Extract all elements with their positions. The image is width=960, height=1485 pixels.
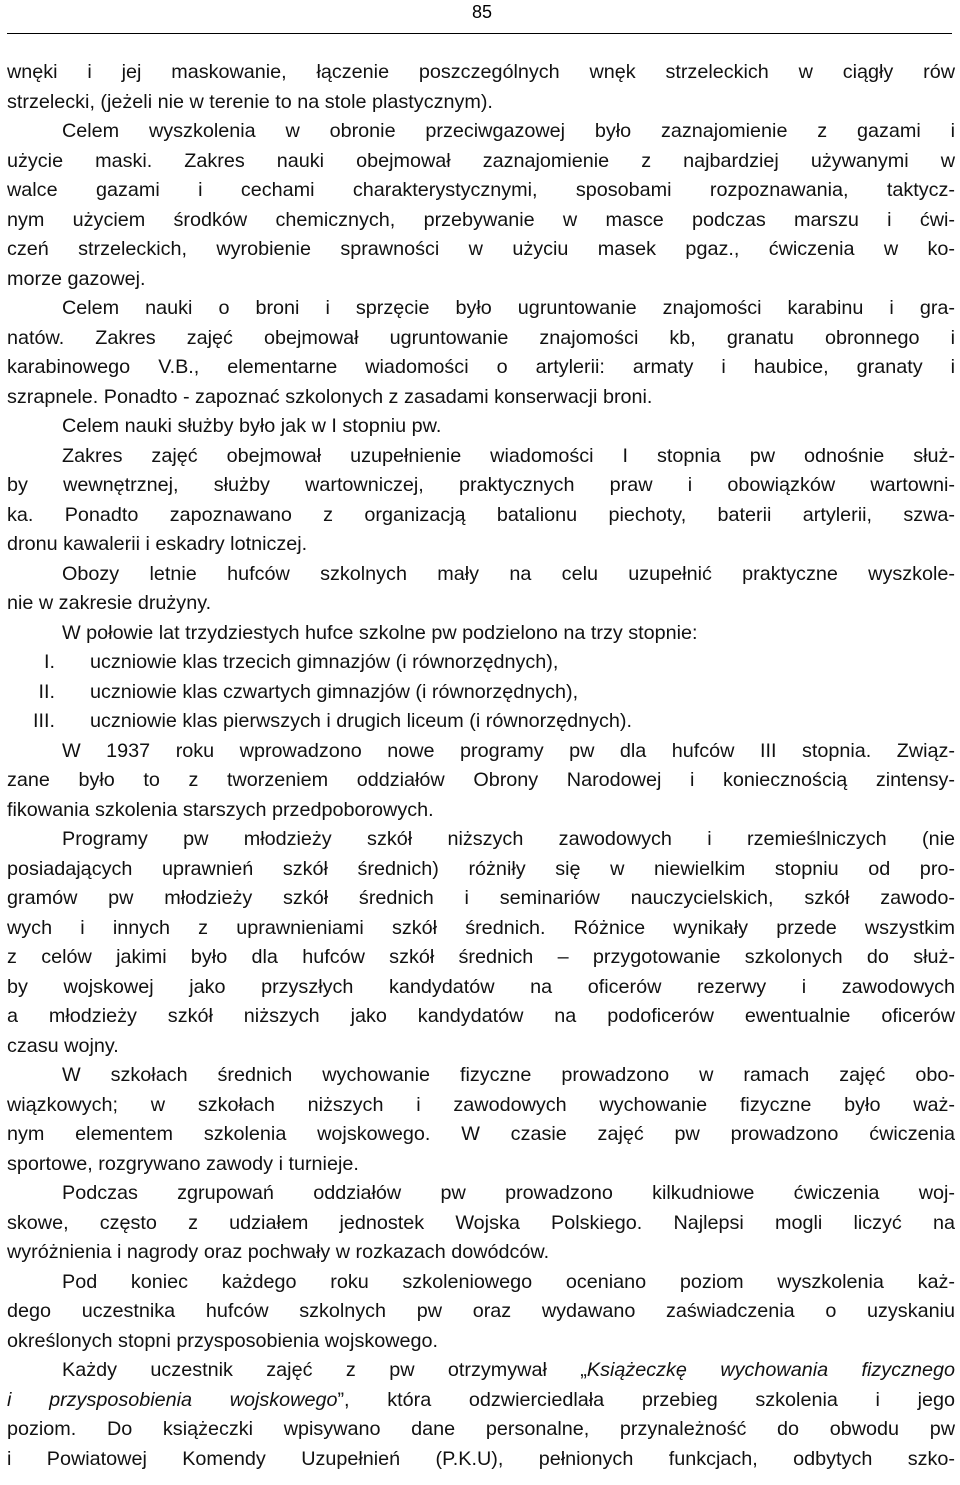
text-line: zane było to z tworzeniem oddziałów Obrony Narodowej i koniecznością zintensy- [7,769,955,791]
text-line [7,1356,955,1386]
text-line: nym użyciem środków chemicznych, przebywanie w masce podczas marszu i ćwi- [7,208,955,231]
list-item-number: II. [38,680,55,703]
header-rule [7,33,952,34]
list-item-text: uczniowie klas pierwszych i drugich liceum (i równorzędnych). [90,710,632,732]
book-title-fragment: Książeczkę wychowania fizycznego [586,1359,955,1381]
text-line: szrapnele. Ponadto - zapoznać szkolonych z zasadami konserwacji broni. [7,385,653,408]
text-line: fikowania szkolenia starszych przedpoborowych. [7,798,434,821]
text-line: dronu kawalerii i eskadry lotniczej. [7,533,308,555]
text-line: Celem wyszkolenia w obronie przeciwgazowej było zaznajomienie z gazami i [62,120,955,142]
page-number: 85 [471,2,492,22]
text-line: by wojskowej jako przyszłych kandydatów na oficerów rezerwy i zawodowych [7,975,955,998]
text-line: skowe, często z udziałem jednostek Wojska Polskiego. Najlepsi mogli liczyć na [7,1211,955,1234]
text-line: morze gazowej. [7,267,146,290]
text-line: czeń strzeleckich, wyrobienie sprawności w użyciu masek pgaz., ćwiczenia w ko- [7,238,955,260]
text-line: a młodzieży szkół niższych jako kandydatów na podoficerów ewentualnie oficerów [7,1005,955,1027]
text-line: sportowe, rozgrywano zawody i turnieje. [7,1152,359,1175]
page-body [7,58,955,1474]
text-line: posiadających uprawnień szkół średnich) różniły się w niewielkim stopniu od pro- [7,857,955,880]
text-line: karabinowego V.B., elementarne wiadomości o artylerii: armaty i haubice, granaty i [7,356,955,378]
text-fragment: ”, która odzwierciedlała przebieg szkolenia i jego [337,1388,955,1411]
text-line: natów. Zakres zajęć obejmował ugruntowanie znajomości kb, granatu obronnego i [7,326,955,349]
text-line: gramów pw młodzieży szkół średnich i seminariów nauczycielskich, szkół zawodo- [7,887,955,909]
list-item [7,678,955,708]
text-line: określonych stopni przysposobienia wojskowego. [7,1329,439,1352]
text-line: dego uczestnika hufców szkolnych pw oraz wydawano zaświadczenia o uzyskaniu [7,1300,955,1322]
text-line: wiązkowych; w szkołach niższych i zawodowych wychowanie fizyczne było waż- [7,1093,955,1116]
page-header [0,0,960,40]
text-line: Celem nauki służby było jak w I stopniu pw. [62,415,442,437]
text-line [7,1386,955,1416]
list-item [7,707,955,737]
text-line: W 1937 roku wprowadzono nowe programy pw dla hufców III stopnia. Związ- [62,739,955,762]
text-line: Pod koniec każdego roku szkoleniowego oceniano poziom wyszkolenia każ- [62,1270,955,1293]
list-item-number: III. [33,710,55,732]
text-line: poziom. Do książeczki wpisywano dane personalne, przynależność do obwodu pw [7,1418,955,1440]
text-line: Obozy letnie hufców szkolnych mały na celu uzupełnić praktyczne wyszkole- [62,562,955,585]
text-line: i Powiatowej Komendy Uzupełnień (P.K.U), pełnionych funkcjach, odbytych szko- [7,1447,955,1470]
text-line: W połowie lat trzydziestych hufce szkolne pw podzielono na trzy stopnie: [62,621,698,644]
text-line: Celem nauki o broni i sprzęcie było ugruntowanie znajomości karabinu i gra- [62,297,955,319]
text-line: z celów jakimi było dla hufców szkół średnich – przygotowanie szkolonych do służ- [7,946,955,968]
text-line: Podczas zgrupowań oddziałów pw prowadzono kilkudniowe ćwiczenia woj- [62,1182,955,1204]
list-item-text: uczniowie klas czwartych gimnazjów (i równorzędnych), [90,680,579,703]
text-line: wnęki i jej maskowanie, łączenie poszczególnych wnęk strzeleckich w ciągły rów [7,61,955,83]
text-line: nym elementem szkolenia wojskowego. W czasie zajęć pw prowadzono ćwiczenia [7,1123,955,1145]
text-line: użycie maski. Zakres nauki obejmował zaznajomienie z najbardziej używanymi w [7,149,955,172]
text-line: nie w zakresie drużyny. [7,592,212,614]
text-line: wyróżnienia i nagrody oraz pochwały w rozkazach dowódców. [7,1241,550,1263]
text-line: Zakres zajęć obejmował uzupełnienie wiadomości I stopnia pw odnośnie służ- [62,444,955,467]
list-item [7,648,955,678]
list-item-number: I. [44,651,55,673]
text-line: W szkołach średnich wychowanie fizyczne prowadzono w ramach zajęć obo- [62,1064,955,1086]
text-line: Programy pw młodzieży szkół niższych zawodowych i rzemieślniczych (nie [62,828,955,850]
book-title-fragment: i przysposobienia wojskowego [7,1388,338,1411]
text-line: wych i innych z uprawnieniami szkół średnich. Różnice wynikały przede wszystkim [7,916,955,939]
text-fragment: Każdy uczestnik zajęć z pw otrzymywał „ [62,1359,587,1381]
text-line: walce gazami i cechami charakterystycznymi, sposobami rozpoznawania, taktycz- [7,179,955,201]
text-line: czasu wojny. [7,1034,119,1057]
text-line: by wewnętrznej, służby wartowniczej, praktycznych praw i obowiązków wartowni- [7,474,955,496]
text-line: ka. Ponadto zapoznawano z organizacją batalionu piechoty, baterii artylerii, szwa- [7,503,955,526]
text-line: strzelecki, (jeżeli nie w terenie to na stole plastycznym). [7,90,493,113]
list-item-text: uczniowie klas trzecich gimnazjów (i równorzędnych), [90,651,559,673]
